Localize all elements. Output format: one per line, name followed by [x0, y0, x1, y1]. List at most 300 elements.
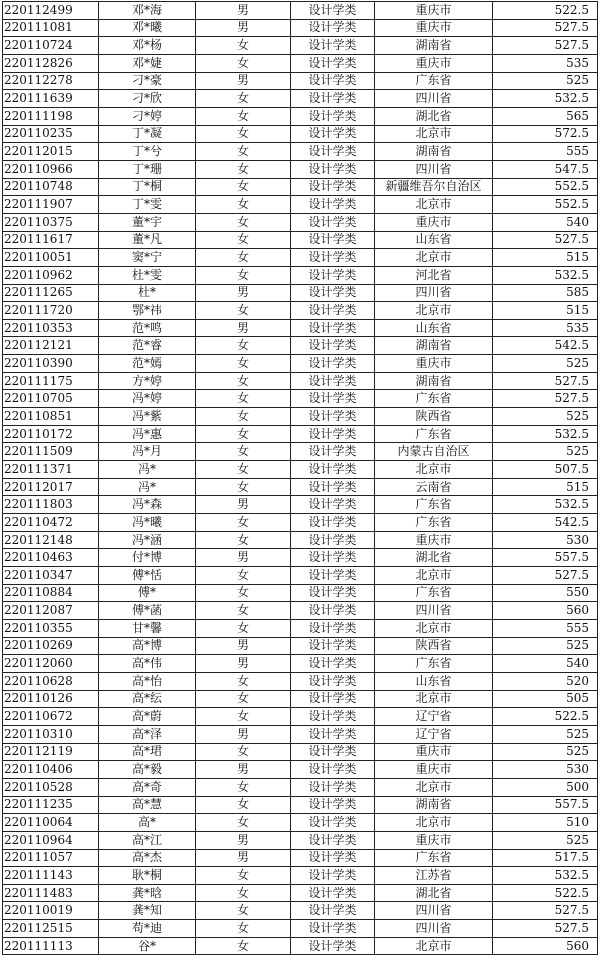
student-id-cell: 220112119	[3, 743, 99, 761]
table-row	[3, 867, 598, 885]
score-cell: 525	[493, 831, 598, 849]
student-name-cell: 付*博	[99, 549, 196, 567]
gender-cell: 男	[196, 549, 291, 567]
student-name-cell: 窦*宁	[99, 249, 196, 267]
student-name-cell: 高*珺	[99, 743, 196, 761]
major-category-cell: 设计学类	[291, 266, 375, 284]
province-cell: 北京市	[375, 461, 493, 479]
gender-cell: 女	[196, 672, 291, 690]
student-id-cell: 220112015	[3, 143, 99, 161]
table-row	[3, 372, 598, 390]
gender-cell: 女	[196, 619, 291, 637]
table-row	[3, 584, 598, 602]
gender-cell: 男	[196, 655, 291, 673]
score-cell: 530	[493, 761, 598, 779]
table-row	[3, 884, 598, 902]
table-row	[3, 725, 598, 743]
major-category-cell: 设计学类	[291, 655, 375, 673]
major-category-cell: 设计学类	[291, 884, 375, 902]
gender-cell: 男	[196, 2, 291, 20]
major-category-cell: 设计学类	[291, 602, 375, 620]
student-name-cell: 高*慧	[99, 796, 196, 814]
province-cell: 北京市	[375, 690, 493, 708]
gender-cell: 女	[196, 249, 291, 267]
gender-cell: 女	[196, 690, 291, 708]
student-id-cell: 220110406	[3, 761, 99, 779]
gender-cell: 女	[196, 143, 291, 161]
major-category-cell: 设计学类	[291, 425, 375, 443]
student-id-cell: 220111143	[3, 867, 99, 885]
score-cell: 555	[493, 619, 598, 637]
student-id-cell: 220111907	[3, 196, 99, 214]
province-cell: 湖南省	[375, 796, 493, 814]
student-name-cell: 耿*桐	[99, 867, 196, 885]
student-id-cell: 220110748	[3, 178, 99, 196]
province-cell: 重庆市	[375, 2, 493, 20]
gender-cell: 女	[196, 884, 291, 902]
province-cell: 重庆市	[375, 531, 493, 549]
student-id-cell: 220110628	[3, 672, 99, 690]
major-category-cell: 设计学类	[291, 319, 375, 337]
score-cell: 525	[493, 72, 598, 90]
table-row	[3, 814, 598, 832]
score-cell: 532.5	[493, 496, 598, 514]
student-id-cell: 220110269	[3, 637, 99, 655]
student-id-cell: 220111265	[3, 284, 99, 302]
table-row	[3, 514, 598, 532]
province-cell: 北京市	[375, 814, 493, 832]
gender-cell: 女	[196, 54, 291, 72]
table-row	[3, 425, 598, 443]
province-cell: 广东省	[375, 514, 493, 532]
student-name-cell: 刁*豪	[99, 72, 196, 90]
student-id-cell: 220112278	[3, 72, 99, 90]
major-category-cell: 设计学类	[291, 19, 375, 37]
major-category-cell: 设计学类	[291, 143, 375, 161]
table-row	[3, 284, 598, 302]
score-cell: 522.5	[493, 884, 598, 902]
student-name-cell: 高*毅	[99, 761, 196, 779]
student-name-cell: 董*宇	[99, 213, 196, 231]
table-row	[3, 549, 598, 567]
major-category-cell: 设计学类	[291, 778, 375, 796]
student-name-cell: 丁*桐	[99, 178, 196, 196]
student-id-cell: 220110472	[3, 514, 99, 532]
student-id-cell: 220110672	[3, 708, 99, 726]
major-category-cell: 设计学类	[291, 637, 375, 655]
province-cell: 广东省	[375, 849, 493, 867]
province-cell: 山东省	[375, 672, 493, 690]
score-cell: 532.5	[493, 425, 598, 443]
province-cell: 广东省	[375, 496, 493, 514]
student-name-cell: 方*婷	[99, 372, 196, 390]
student-name-cell: 冯*	[99, 461, 196, 479]
gender-cell: 女	[196, 37, 291, 55]
score-cell: 535	[493, 319, 598, 337]
gender-cell: 女	[196, 531, 291, 549]
table-row	[3, 107, 598, 125]
major-category-cell: 设计学类	[291, 2, 375, 20]
student-id-cell: 220112148	[3, 531, 99, 549]
score-cell: 555	[493, 143, 598, 161]
student-id-cell: 220112121	[3, 337, 99, 355]
student-name-cell: 丁*雯	[99, 196, 196, 214]
score-cell: 515	[493, 478, 598, 496]
student-name-cell: 高*纭	[99, 690, 196, 708]
student-id-cell: 220110851	[3, 408, 99, 426]
table-row	[3, 743, 598, 761]
student-id-cell: 220111175	[3, 372, 99, 390]
gender-cell: 男	[196, 637, 291, 655]
province-cell: 云南省	[375, 478, 493, 496]
gender-cell: 女	[196, 902, 291, 920]
student-id-cell: 220110966	[3, 160, 99, 178]
table-row	[3, 408, 598, 426]
student-name-cell: 高*江	[99, 831, 196, 849]
score-cell: 547.5	[493, 160, 598, 178]
student-id-cell: 220111371	[3, 461, 99, 479]
student-name-cell: 丁*凝	[99, 125, 196, 143]
province-cell: 湖南省	[375, 337, 493, 355]
score-cell: 527.5	[493, 19, 598, 37]
table-row	[3, 637, 598, 655]
student-id-cell: 220110724	[3, 37, 99, 55]
gender-cell: 女	[196, 160, 291, 178]
major-category-cell: 设计学类	[291, 355, 375, 373]
score-cell: 525	[493, 355, 598, 373]
major-category-cell: 设计学类	[291, 478, 375, 496]
table-row	[3, 355, 598, 373]
province-cell: 北京市	[375, 937, 493, 955]
student-id-cell: 220110463	[3, 549, 99, 567]
score-cell: 522.5	[493, 708, 598, 726]
student-name-cell: 龚*知	[99, 902, 196, 920]
student-id-cell: 220111509	[3, 443, 99, 461]
major-category-cell: 设计学类	[291, 567, 375, 585]
gender-cell: 男	[196, 849, 291, 867]
province-cell: 重庆市	[375, 19, 493, 37]
student-name-cell: 冯*曦	[99, 514, 196, 532]
major-category-cell: 设计学类	[291, 443, 375, 461]
gender-cell: 女	[196, 478, 291, 496]
student-name-cell: 冯*	[99, 478, 196, 496]
score-cell: 585	[493, 284, 598, 302]
score-cell: 525	[493, 443, 598, 461]
admission-list	[2, 1, 598, 955]
student-name-cell: 苟*迪	[99, 920, 196, 938]
province-cell: 四川省	[375, 902, 493, 920]
table-row	[3, 213, 598, 231]
gender-cell: 女	[196, 708, 291, 726]
table-row	[3, 849, 598, 867]
score-cell: 550	[493, 584, 598, 602]
province-cell: 重庆市	[375, 831, 493, 849]
student-id-cell: 220110964	[3, 831, 99, 849]
province-cell: 四川省	[375, 160, 493, 178]
table-row	[3, 690, 598, 708]
score-cell: 525	[493, 725, 598, 743]
gender-cell: 男	[196, 72, 291, 90]
province-cell: 四川省	[375, 284, 493, 302]
province-cell: 陕西省	[375, 408, 493, 426]
table-row	[3, 761, 598, 779]
student-id-cell: 220110375	[3, 213, 99, 231]
student-name-cell: 刁*婷	[99, 107, 196, 125]
gender-cell: 男	[196, 284, 291, 302]
major-category-cell: 设计学类	[291, 920, 375, 938]
major-category-cell: 设计学类	[291, 390, 375, 408]
student-id-cell: 220111720	[3, 302, 99, 320]
student-id-cell: 220110126	[3, 690, 99, 708]
table-row	[3, 2, 598, 20]
table-row	[3, 231, 598, 249]
province-cell: 北京市	[375, 778, 493, 796]
score-cell: 527.5	[493, 231, 598, 249]
student-id-cell: 220110235	[3, 125, 99, 143]
student-id-cell: 220111057	[3, 849, 99, 867]
gender-cell: 女	[196, 778, 291, 796]
gender-cell: 女	[196, 90, 291, 108]
major-category-cell: 设计学类	[291, 867, 375, 885]
score-cell: 565	[493, 107, 598, 125]
student-name-cell: 冯*森	[99, 496, 196, 514]
province-cell: 北京市	[375, 196, 493, 214]
score-cell: 525	[493, 408, 598, 426]
province-cell: 广东省	[375, 72, 493, 90]
province-cell: 重庆市	[375, 761, 493, 779]
table-row	[3, 902, 598, 920]
student-id-cell: 220112826	[3, 54, 99, 72]
major-category-cell: 设计学类	[291, 37, 375, 55]
major-category-cell: 设计学类	[291, 90, 375, 108]
student-name-cell: 高*博	[99, 637, 196, 655]
gender-cell: 女	[196, 355, 291, 373]
major-category-cell: 设计学类	[291, 690, 375, 708]
table-row	[3, 249, 598, 267]
gender-cell: 女	[196, 196, 291, 214]
score-cell: 510	[493, 814, 598, 832]
table-row	[3, 302, 598, 320]
table-row	[3, 461, 598, 479]
student-name-cell: 杜*	[99, 284, 196, 302]
table-row	[3, 920, 598, 938]
student-id-cell: 220112087	[3, 602, 99, 620]
score-cell: 507.5	[493, 461, 598, 479]
province-cell: 广东省	[375, 655, 493, 673]
province-cell: 湖南省	[375, 143, 493, 161]
major-category-cell: 设计学类	[291, 231, 375, 249]
major-category-cell: 设计学类	[291, 619, 375, 637]
score-cell: 532.5	[493, 266, 598, 284]
major-category-cell: 设计学类	[291, 937, 375, 955]
score-cell: 515	[493, 302, 598, 320]
score-cell: 522.5	[493, 2, 598, 20]
province-cell: 辽宁省	[375, 708, 493, 726]
major-category-cell: 设计学类	[291, 761, 375, 779]
student-name-cell: 傅*恬	[99, 567, 196, 585]
gender-cell: 女	[196, 302, 291, 320]
province-cell: 北京市	[375, 125, 493, 143]
student-name-cell: 丁*兮	[99, 143, 196, 161]
student-name-cell: 邓*婕	[99, 54, 196, 72]
province-cell: 四川省	[375, 602, 493, 620]
province-cell: 重庆市	[375, 355, 493, 373]
province-cell: 重庆市	[375, 213, 493, 231]
score-cell: 540	[493, 655, 598, 673]
major-category-cell: 设计学类	[291, 672, 375, 690]
province-cell: 北京市	[375, 619, 493, 637]
table-body	[3, 2, 598, 955]
student-id-cell: 220110528	[3, 778, 99, 796]
student-id-cell: 220112499	[3, 2, 99, 20]
table-row	[3, 672, 598, 690]
student-name-cell: 鄂*祎	[99, 302, 196, 320]
student-name-cell: 邓*曦	[99, 19, 196, 37]
student-id-cell: 220111081	[3, 19, 99, 37]
major-category-cell: 设计学类	[291, 725, 375, 743]
gender-cell: 女	[196, 920, 291, 938]
table-row	[3, 337, 598, 355]
major-category-cell: 设计学类	[291, 496, 375, 514]
student-name-cell: 龚*晗	[99, 884, 196, 902]
student-name-cell: 范*嫣	[99, 355, 196, 373]
student-name-cell: 冯*惠	[99, 425, 196, 443]
province-cell: 北京市	[375, 302, 493, 320]
gender-cell: 女	[196, 796, 291, 814]
major-category-cell: 设计学类	[291, 461, 375, 479]
student-id-cell: 220110705	[3, 390, 99, 408]
score-cell: 540	[493, 213, 598, 231]
gender-cell: 男	[196, 831, 291, 849]
table-row	[3, 655, 598, 673]
province-cell: 湖北省	[375, 884, 493, 902]
student-id-cell: 220111483	[3, 884, 99, 902]
student-name-cell: 范*睿	[99, 337, 196, 355]
major-category-cell: 设计学类	[291, 408, 375, 426]
student-id-cell: 220110884	[3, 584, 99, 602]
table-row	[3, 496, 598, 514]
table-row	[3, 602, 598, 620]
score-cell: 527.5	[493, 567, 598, 585]
score-cell: 527.5	[493, 390, 598, 408]
student-id-cell: 220111113	[3, 937, 99, 955]
province-cell: 湖北省	[375, 107, 493, 125]
province-cell: 陕西省	[375, 637, 493, 655]
major-category-cell: 设计学类	[291, 902, 375, 920]
major-category-cell: 设计学类	[291, 54, 375, 72]
table-row	[3, 90, 598, 108]
gender-cell: 女	[196, 602, 291, 620]
student-name-cell: 傅*菡	[99, 602, 196, 620]
score-cell: 557.5	[493, 796, 598, 814]
student-name-cell: 丁*珊	[99, 160, 196, 178]
gender-cell: 女	[196, 178, 291, 196]
major-category-cell: 设计学类	[291, 302, 375, 320]
table-row	[3, 831, 598, 849]
major-category-cell: 设计学类	[291, 196, 375, 214]
student-id-cell: 220111639	[3, 90, 99, 108]
table-row	[3, 390, 598, 408]
province-cell: 内蒙古自治区	[375, 443, 493, 461]
major-category-cell: 设计学类	[291, 514, 375, 532]
student-id-cell: 220111617	[3, 231, 99, 249]
major-category-cell: 设计学类	[291, 249, 375, 267]
table-row	[3, 37, 598, 55]
table-row	[3, 443, 598, 461]
table-row	[3, 319, 598, 337]
student-id-cell: 220110172	[3, 425, 99, 443]
score-cell: 515	[493, 249, 598, 267]
table-row	[3, 125, 598, 143]
major-category-cell: 设计学类	[291, 708, 375, 726]
score-cell: 527.5	[493, 920, 598, 938]
student-id-cell: 220110064	[3, 814, 99, 832]
gender-cell: 女	[196, 337, 291, 355]
major-category-cell: 设计学类	[291, 284, 375, 302]
gender-cell: 女	[196, 231, 291, 249]
score-cell: 517.5	[493, 849, 598, 867]
student-name-cell: 高*蔚	[99, 708, 196, 726]
student-name-cell: 甘*馨	[99, 619, 196, 637]
student-name-cell: 谷*	[99, 937, 196, 955]
gender-cell: 女	[196, 743, 291, 761]
score-cell: 552.5	[493, 178, 598, 196]
gender-cell: 女	[196, 867, 291, 885]
gender-cell: 女	[196, 937, 291, 955]
gender-cell: 女	[196, 107, 291, 125]
province-cell: 广东省	[375, 584, 493, 602]
student-name-cell: 邓*海	[99, 2, 196, 20]
gender-cell: 女	[196, 461, 291, 479]
table-row	[3, 160, 598, 178]
table-row	[3, 708, 598, 726]
gender-cell: 女	[196, 372, 291, 390]
student-id-cell: 220112060	[3, 655, 99, 673]
student-id-cell: 220111803	[3, 496, 99, 514]
student-id-cell: 220110355	[3, 619, 99, 637]
gender-cell: 男	[196, 725, 291, 743]
score-cell: 525	[493, 637, 598, 655]
major-category-cell: 设计学类	[291, 125, 375, 143]
table-row	[3, 478, 598, 496]
province-cell: 湖南省	[375, 372, 493, 390]
score-cell: 527.5	[493, 372, 598, 390]
gender-cell: 女	[196, 408, 291, 426]
province-cell: 重庆市	[375, 743, 493, 761]
gender-cell: 女	[196, 567, 291, 585]
gender-cell: 女	[196, 443, 291, 461]
gender-cell: 女	[196, 514, 291, 532]
major-category-cell: 设计学类	[291, 372, 375, 390]
student-name-cell: 董*凡	[99, 231, 196, 249]
gender-cell: 男	[196, 761, 291, 779]
province-cell: 四川省	[375, 920, 493, 938]
student-name-cell: 冯*涵	[99, 531, 196, 549]
table-row	[3, 72, 598, 90]
gender-cell: 女	[196, 213, 291, 231]
student-id-cell: 220111198	[3, 107, 99, 125]
table-row	[3, 619, 598, 637]
table-row	[3, 143, 598, 161]
gender-cell: 男	[196, 19, 291, 37]
student-name-cell: 刁*欣	[99, 90, 196, 108]
province-cell: 山东省	[375, 231, 493, 249]
student-name-cell: 冯*月	[99, 443, 196, 461]
score-cell: 505	[493, 690, 598, 708]
student-name-cell: 高*奇	[99, 778, 196, 796]
major-category-cell: 设计学类	[291, 796, 375, 814]
student-name-cell: 范*鸣	[99, 319, 196, 337]
